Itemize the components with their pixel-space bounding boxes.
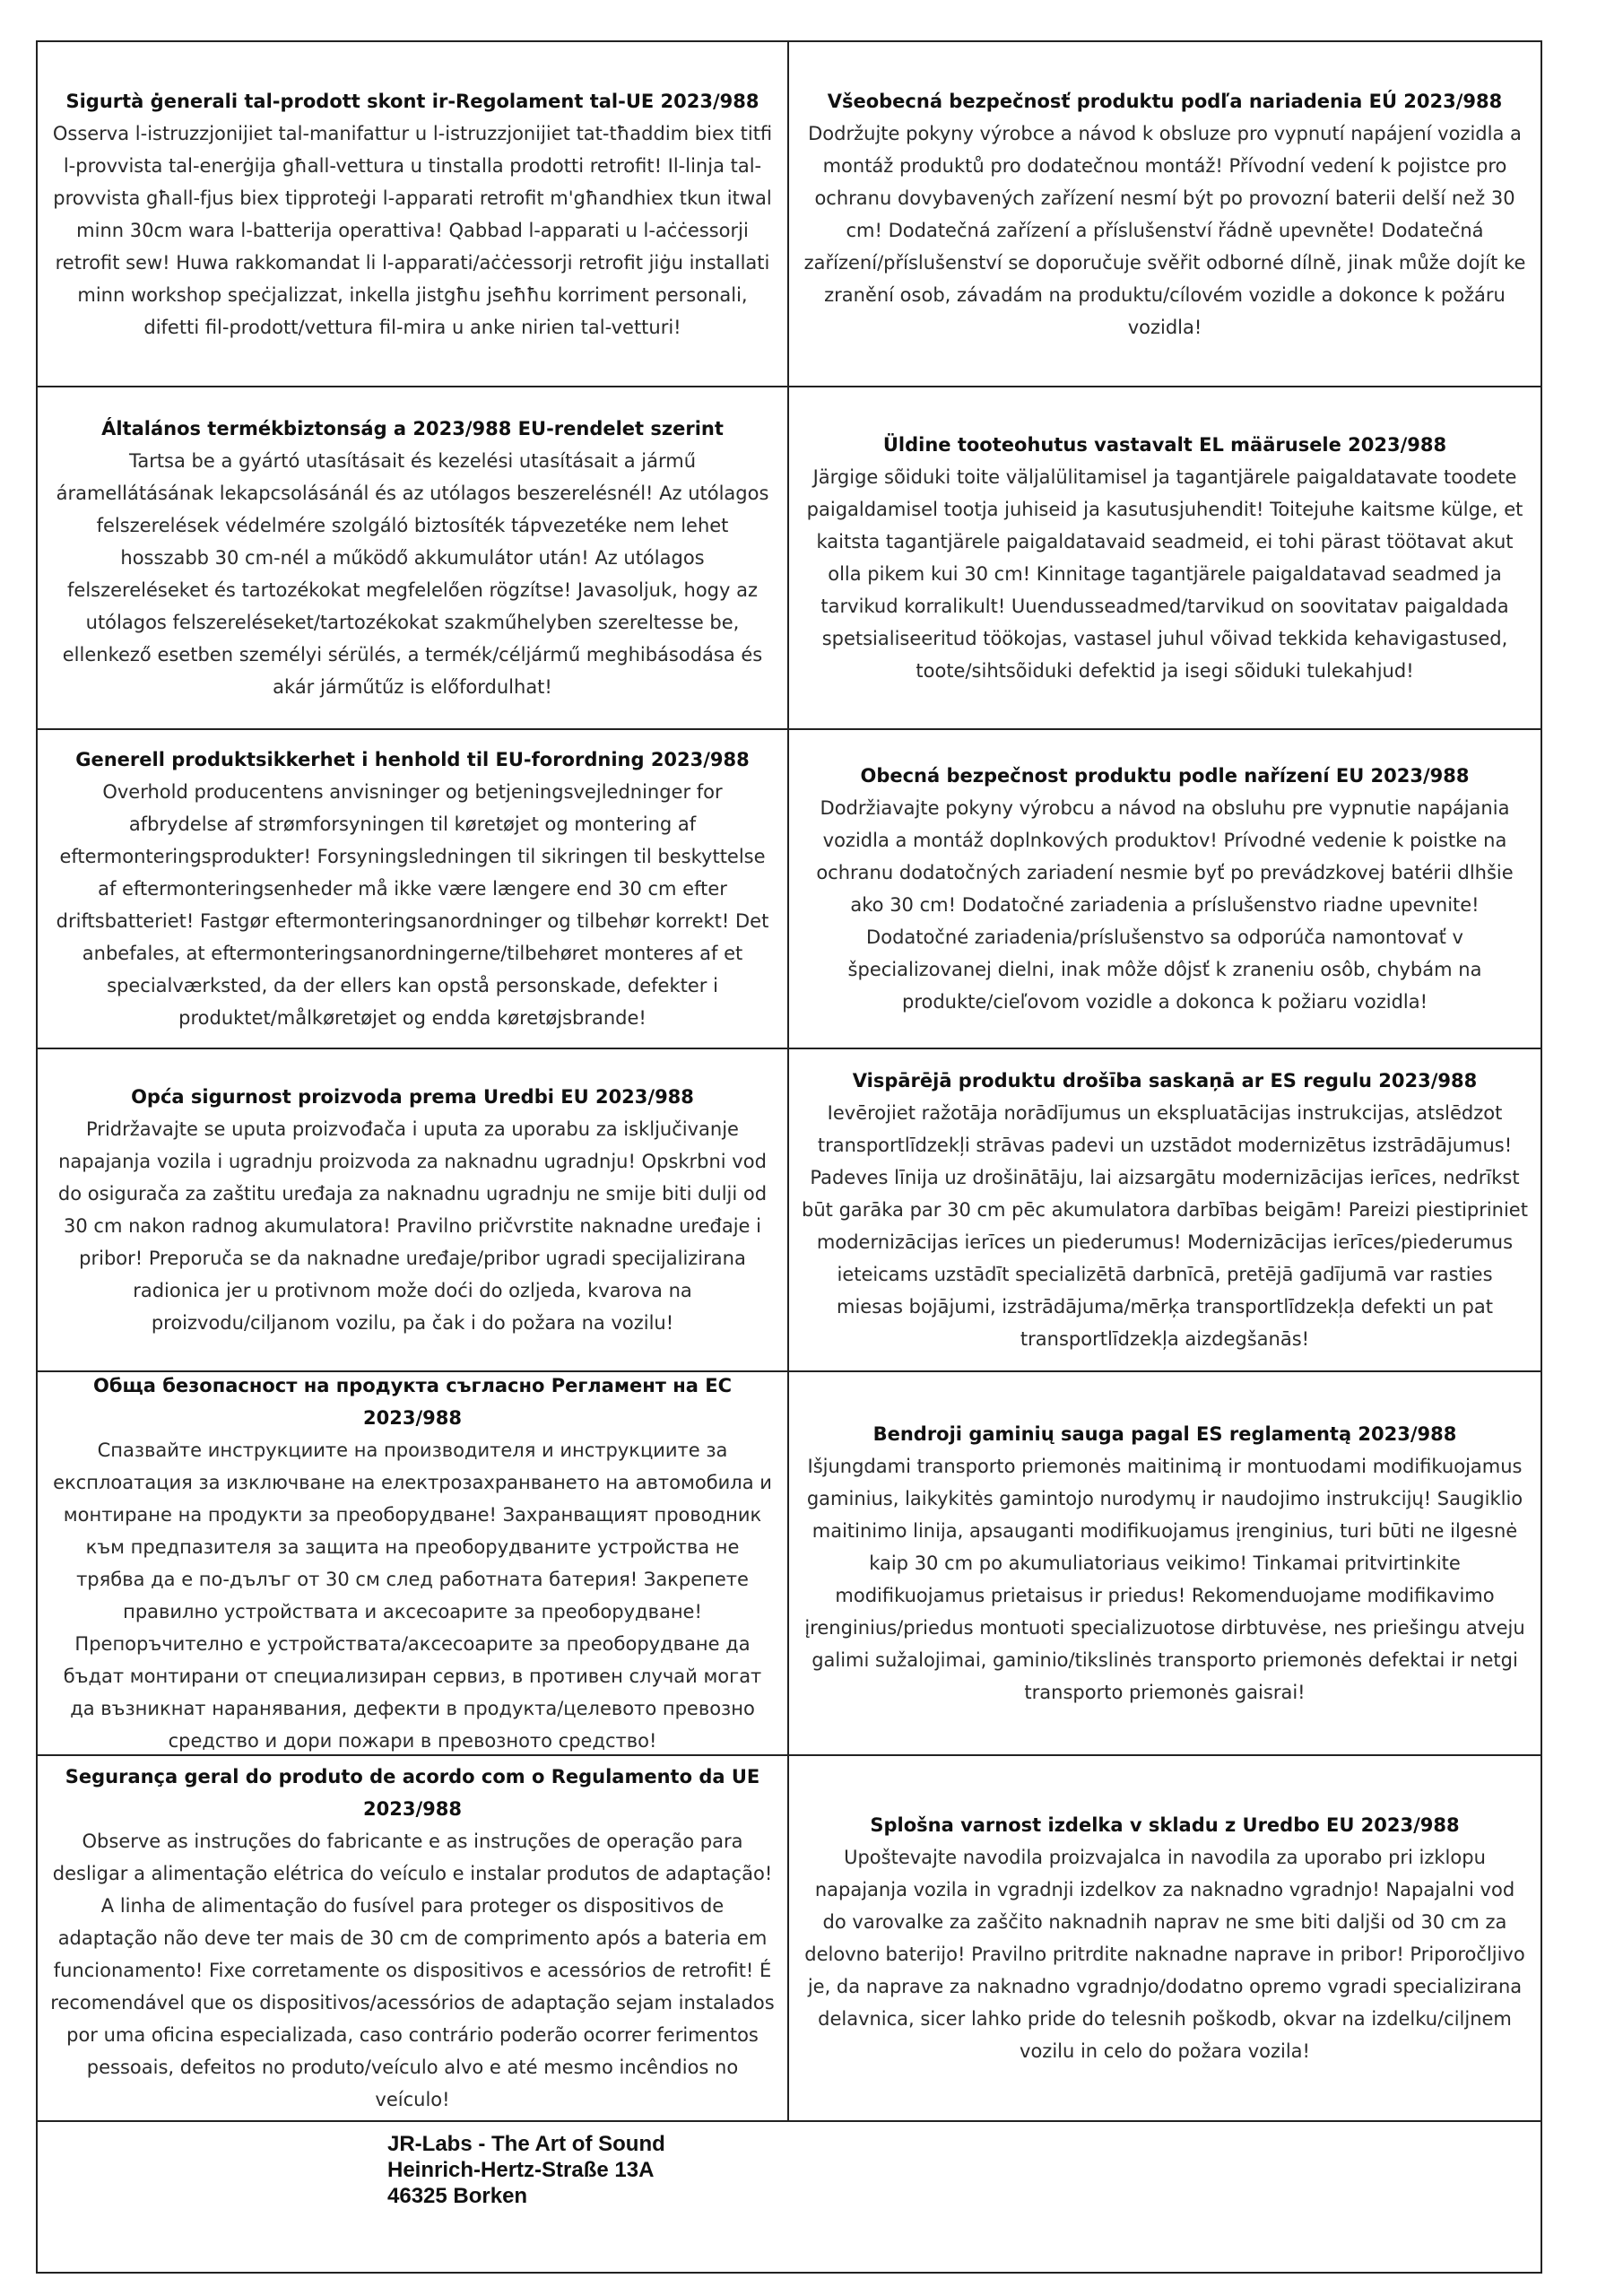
company-street: Heinrich-Hertz-Straße 13A [387,2158,655,2182]
safety-grid [38,42,1541,2122]
section-title: Opća sigurnost proizvoda prema Uredbi EU 2023/988 [131,1086,694,1108]
section-title: Általános termékbiztonság a 2023/988 EU-rendelet szerint [101,418,724,439]
section-text: Dodržiavajte pokyny výrobcu a návod na obsluhu pre vypnutie napájania vozidla a montáž doplnkových produktov! Prívodné vedenie k poistke na ochranu dodatočných zariadení nesmie byť po prevádzkovej batérii dlhšie ako 30 cm! Dodatočné zariadenia a príslušenstvo riadne upevnite! Dodatočné zariadenia/príslušenstvo sa odporúča namontovať v špecializovanej dielni, inak môže dôjsť k zraneniu osôb, chybám na produkte/cieľovom vozidle a dokonca k požiaru vozidla! [816,797,1514,1013]
section-maltese [38,42,789,387]
section-text: Tartsa be a gyártó utasításait és kezelési utasításait a jármű áramellátásának lekapcsolásánál és az utólagos beszerelésnél! Az utólagos felszerelések védelmére szolgáló biztosíték tápvezetéke nem lehet hosszabb 30 cm-nél a működő akkumulátor után! Az utólagos felszereléseket és tartozékokat megfelelően rögzítse! Javasoljuk, hogy az utólagos felszereléseket/tartozékokat szakműhelyben szereltesse be, ellenkező esetben személyi sérülés, a termék/céljármű meghibásodása és akár járműtűz is előfordulhat! [56,450,769,698]
section-text: Спазвайте инструкциите на производителя и инструкциите за експлоатация за изключване на електрозахранването на автомобила и монтиране на продукти за преоборудване! Захранващият проводник към предпазителя за защита на преоборудваните устройства не трябва да е по-дълъг от 30 см след работната батерия! Закрепете правилно устройствата и аксесоарите за преоборудване! Препоръчително е устройствата/аксесоарите за преоборудване да бъдат монтирани от специализиран сервиз, в противен случай могат да възникнат наранявания, дефекти в продукта/целевото превозно средство и дори пожари в превозното средство! [53,1439,772,1752]
section-bulgarian [38,1372,789,1756]
section-text: Ievērojiet ražotāja norādījumus un ekspluatācijas instrukcijas, atslēdzot transportlīdzekļi strāvas padevi un uzstādot modernizētus izstrādājumus! Padeves līnija uz drošinātāju, lai aizsargātu modernizācijas ierīces, nedrīkst būt garāka par 30 cm pēc akumulatora darbības beigām! Pareizi piestipriniet modernizācijas ierīces un piederumus! Modernizācijas ierīces/piederumus ieteicams uzstādīt specializētā darbnīcā, pretējā gadījumā var rasties miesas bojājumi, izstrādājuma/mērķa transportlīdzekļa defekti un pat transportlīdzekļa aizdegšanās! [802,1102,1528,1350]
section-slovak [789,42,1541,387]
section-slovenian [789,1756,1541,2122]
company-name: JR-Labs - The Art of Sound [387,2132,665,2156]
section-text: Overhold producentens anvisninger og betjeningsvejledninger for afbrydelse af strømforsyningen til køretøjet og montering af eftermonteringsprodukter! Forsyningsledningen til sikringen til beskyttelse af eftermonteringsenheder må ikke være længere end 30 cm efter driftsbatteriet! Fastgør eftermonteringsanordninger og tilbehør korrekt! Det anbefales, at eftermonteringsanordningerne/tilbehøret monteres af et specialværksted, da der ellers kan opstå personskade, defekter i produktet/målkøretøjet og endda køretøjsbrande! [56,781,769,1029]
section-title: Všeobecná bezpečnosť produktu podľa nariadenia EÚ 2023/988 [827,90,1503,112]
section-text: Išjungdami transporto priemonės maitinimą ir montuodami modifikuojamus gaminius, laikykitės gamintojo nurodymų ir naudojimo instrukcijų! Saugiklio maitinimo linija, apsauganti modifikuojamus įrenginius, turi būti ne ilgesnė kaip 30 cm po akumuliatoriaus veikimo! Tinkamai pritvirtinkite modifikuojamus prietaisus ir priedus! Rekomenduojame modifikavimo įrenginius/priedus montuoti specializuotose dirbtuvėse, nes priešingu atveju galimi sužalojimai, gaminio/tikslinės transporto priemonės defektai ir netgi transporto priemonės gaisrai! [804,1456,1525,1703]
section-text: Observe as instruções do fabricante e as instruções de operação para desligar a alimentação elétrica do veículo e instalar produtos de adaptação! A linha de alimentação do fusível para proteger os dispositivos de adaptação não deve ter mais de 30 cm de comprimento após a bateria em funcionamento! Fixe corretamente os dispositivos e acessórios de retrofit! É recomendável que os dispositivos/acessórios de adaptação sejam instalados por uma oficina especializada, caso contrário poderão ocorrer ferimentos pessoais, defeitos no produto/veículo alvo e até mesmo incêndios no veículo! [50,1831,775,2110]
company-city: 46325 Borken [387,2184,528,2208]
footer [38,2122,1541,2272]
section-title: Obecná bezpečnost produktu podle nařízení EU 2023/988 [860,765,1470,787]
section-title: Обща безопасност на продукта съгласно Регламент на ЕС 2023/988 [92,1375,732,1429]
section-title: Sigurtà ġenerali tal-prodott skont ir-Regolament tal-UE 2023/988 [65,90,759,112]
section-latvian [789,1049,1541,1372]
section-title: Segurança geral do produto de acordo com o Regulamento da UE 2023/988 [65,1766,760,1820]
section-title: Generell produktsikkerhet i henhold til EU-forordning 2023/988 [75,749,750,770]
section-text: Osserva l-istruzzjonijiet tal-manifattur u l-istruzzjonijiet tat-tħaddim biex titfi l-provvista tal-enerġija għall-vettura u tinstalla prodotti retrofit! Il-linja tal-provvista għall-fjus biex tipproteġi l-apparati retrofit m'għandhiex tkun itwal minn 30cm wara l-batterija operattiva! Qabbad l-apparati u l-aċċessorji retrofit sew! Huwa rakkomandat li l-apparati/aċċessorji retrofit jiġu installati minn workshop speċjalizzat, inkella jistgħu jseħħu korriment personali, difetti fil-prodott/vettura fil-mira u anke nirien tal-vetturi! [52,122,773,338]
section-czech-slovak [789,730,1541,1049]
section-lithuanian [789,1372,1541,1756]
section-croatian [38,1049,789,1372]
section-portuguese [38,1756,789,2122]
section-danish [38,730,789,1049]
section-title: Vispārējā produktu drošība saskaņā ar ES regulu 2023/988 [852,1070,1478,1091]
section-text: Upoštevajte navodila proizvajalca in navodila za uporabo pri izklopu napajanja vozila in vgradnji izdelkov za naknadno vgradnjo! Napajalni vod do varovalke za zaščito naknadnih naprav ne sme biti daljši od 30 cm za delovno baterijo! Pravilno pritrdite naknadne naprave in pribor! Priporočljivo je, da naprave za naknadno vgradnjo/dodatno opremo vgradi specializirana delavnica, sicer lahko pride do telesnih poškodb, okvar na izdelku/ciljnem vozilu in celo do požara vozila! [804,1847,1525,2062]
section-estonian [789,387,1541,730]
safety-sheet [36,40,1542,2274]
section-title: Bendroji gaminių sauga pagal ES reglamentą 2023/988 [872,1423,1457,1445]
section-title: Üldine tooteohutus vastavalt EL määrusele 2023/988 [882,434,1447,456]
section-title: Splošna varnost izdelka v skladu z Uredbo EU 2023/988 [870,1814,1460,1836]
section-hungarian [38,387,789,730]
section-text: Dodržujte pokyny výrobce a návod k obsluze pro vypnutí napájení vozidla a montáž produktů pro dodatečnou montáž! Přívodní vedení k pojistce pro ochranu dovybavených zařízení nesmí být po provozní baterii delší než 30 cm! Dodatečná zařízení a příslušenství řádně upevněte! Dodatečná zařízení/příslušenství se doporučuje svěřit odborné dílně, jinak může dojít ke zranění osob, závadám na produktu/cílovém vozidle a dokonce k požáru vozidla! [803,122,1526,338]
company-address [387,2131,665,2209]
section-text: Järgige sõiduki toite väljalülitamisel ja tagantjärele paigaldatavate toodete paigaldamisel tootja juhiseid ja kasutusjuhendit! Toitejuhe kaitsme külge, et kaitsta tagantjärele paigaldatavaid seadmeid, ei tohi pärast töötavat akut olla pikem kui 30 cm! Kinnitage tagantjärele paigaldatavad seadmed ja tarvikud korralikult! Uuendusseadmed/tarvikud on soovitatav paigaldada spetsialiseeritud töökojas, vastasel juhul võivad tekkida kehavigastused, toote/sihtsõiduki defektid ja isegi sõiduki tulekahjud! [806,466,1523,682]
section-text: Pridržavajte se uputa proizvođača i uputa za uporabu za isključivanje napajanja vozila i ugradnju proizvoda za naknadnu ugradnju! Opskrbni vod do osigurača za zaštitu uređaja za naknadnu ugradnju ne smije biti dulji od 30 cm nakon radnog akumulatora! Pravilno pričvrstite naknadne uređaje i pribor! Preporuča se da naknadne uređaje/pribor ugradi specijalizirana radionica jer u protivnom može doći do ozljeda, kvarova na proizvodu/ciljanom vozilu, pa čak i do požara na vozilu! [57,1118,768,1334]
